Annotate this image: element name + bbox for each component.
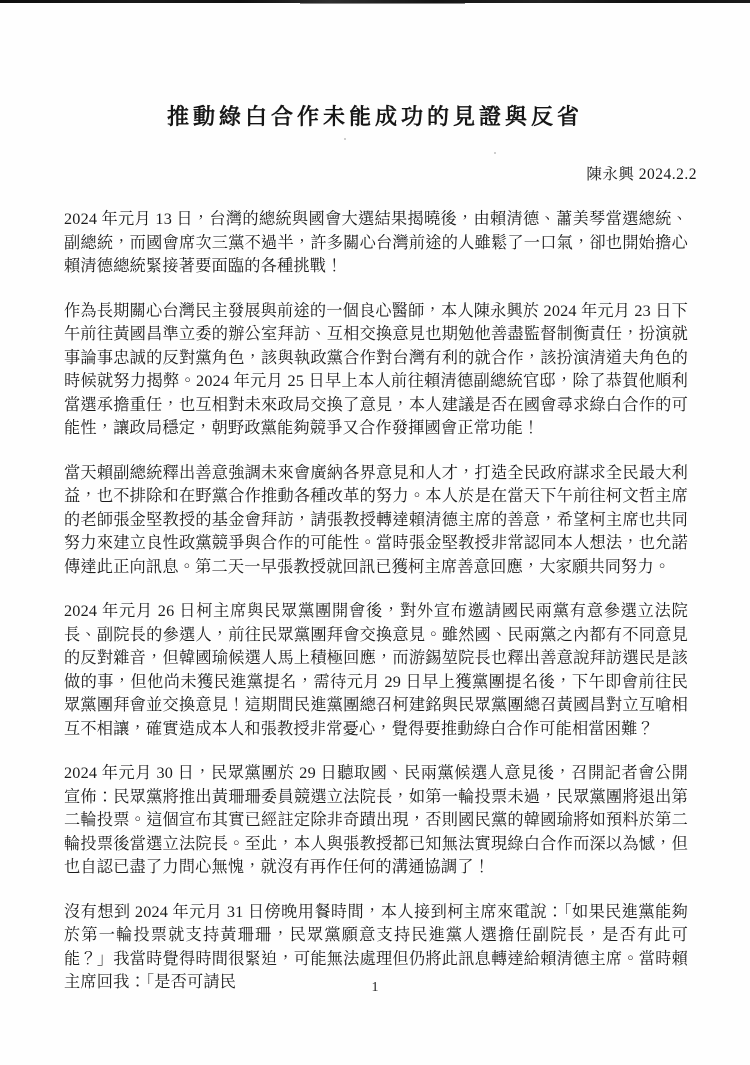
paragraph-2: 作為長期關心台灣民主發展與前途的一個良心醫師，本人陳永興於 2024 年元月 23 日下午前往黃國昌準立委的辦公室拜訪、互相交換意見也期勉他善盡監督制衡責任，扮演就事論事忠誠的反對黨角色，該與執政黨合作對台灣有利的就合作，該扮演清道夫角色的時候就努力揭弊。2024 年元月 25 日早上本人前往賴清德副總統官邸，除了恭賀他順利當選承擔重任，也互相對未來政局交換了意見，本人建議是否在國會尋求綠白合作的可能性，讓政局穩定，朝野政黨能夠競爭又合作發揮國會正常功能！ (64, 301, 688, 437)
paragraph-6: 沒有想到 2024 年元月 31 日傍晚用餐時間，本人接到柯主席來電說：「如果民進黨能夠於第一輪投票就支持黃珊珊，民眾黨願意支持民進黨人選擔任副院長，是否有此可能？」我當時覺得時間很緊迫，可能無法處理但仍將此訊息轉達給賴清德主席。當時賴主席回我：「是否可請民 (64, 902, 688, 991)
scan-speck (494, 152, 496, 154)
page-number: 1 (371, 980, 379, 995)
document-body (64, 208, 688, 1016)
paragraph-4: 2024 年元月 26 日柯主席與民眾黨團開會後，對外宣布邀請國民兩黨有意參選立法院長、副院長的參選人，前往民眾黨團拜會交換意見。雖然國、民兩黨之內都有不同意見的反對雜音，但韓國瑜候選人馬上積極回應，而游錫堃院長也釋出善意說拜訪選民是該做的事，但他尚未獲民進黨提名，需待元月 29 日早上獲黨團提名後，下午即會前往民眾黨團拜會並交換意見！這期間民進黨團總召柯建銘與民眾黨團總召黃國昌對立互嗆相互不相讓，確實造成本人和張教授非常憂心，覺得要推動綠白合作可能相當困難？ (64, 602, 688, 738)
scan-speck (344, 138, 346, 140)
author-date-line: 陳永興 2024.2.2 (586, 166, 697, 183)
paragraph-5: 2024 年元月 30 日，民眾黨團於 29 日聽取國、民兩黨候選人意見後，召開記者會公開宣佈：民眾黨將推出黃珊珊委員競選立法院長，如第一輪投票未過，民眾黨團將退出第二輪投票。這個宣布其實已經註定除非奇蹟出現，否則國民黨的韓國瑜將如預料於第二輪投票後當選立法院長。至此，本人與張教授都已知無法實現綠白合作而深以為憾，但也自認已盡了力問心無愧，就沒有再作任何的溝通協調了！ (64, 764, 688, 876)
document-title: 推動綠白合作未能成功的見證與反省 (166, 104, 583, 129)
paragraph-1: 2024 年元月 13 日，台灣的總統與國會大選結果揭曉後，由賴清德、蕭美琴當選總統、副總統，而國會席次三黨不過半，許多關心台灣前途的人雖鬆了一口氣，卻也開始擔心賴清德總統緊接著要面臨的各種挑戰！ (64, 210, 688, 275)
paragraph-3: 當天賴副總統釋出善意強調未來會廣納各界意見和人才，打造全民政府謀求全民最大利益，也不排除和在野黨合作推動各種改革的努力。本人於是在當天下午前往柯文哲主席的老師張金堅教授的基金會拜訪，請張教授轉達賴清德主席的善意，希望柯主席也共同努力來建立良性政黨競爭與合作的可能性。當時張金堅教授非常認同本人想法，也允諾傳達此正向訊息。第二天一早張教授就回訊已獲柯主席善意回應，大家願共同努力。 (64, 463, 688, 576)
scan-artifact-top-edge (0, 0, 750, 3)
